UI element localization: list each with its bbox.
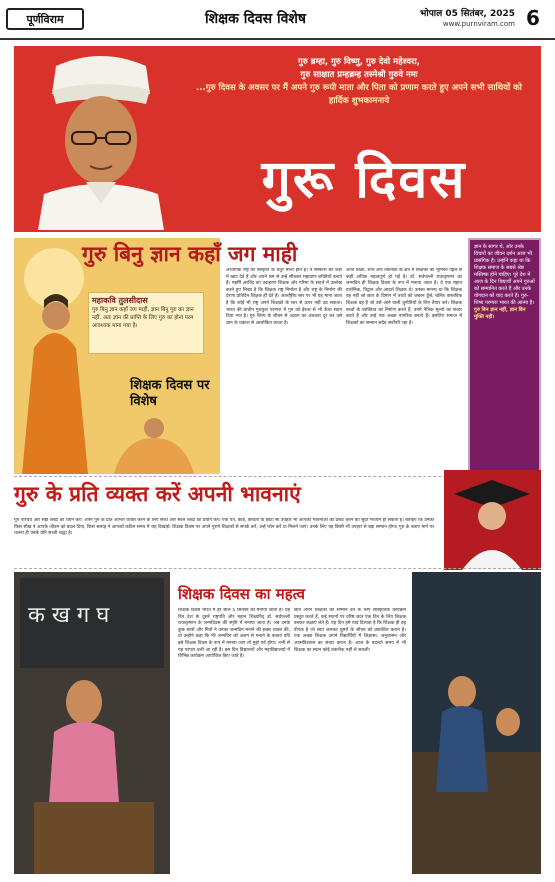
quote-text: गुरु बिनु ज्ञान कहाँ जग माही, ज्ञान बिनु गुरु का ज्ञान नहीं. अतः ज्ञान की प्राप्ति के लिए गुरु का होना परम आवश्यक माना गया है। — [92, 307, 194, 329]
section-divider-2 — [14, 568, 541, 569]
lab-photo — [412, 572, 541, 874]
mahatva-column-1: शिक्षक दिवस भारत में हर साल 5 सितंबर को मनाया जाता है। यह दिन देश के दूसरे राष्ट्रपति और महान शिक्षाविद् डॉ. सर्वपल्ली राधाकृष्णन के जन्मदिवस की स्मृति में मनाया जाता है। जब उनके कुछ छात्रों और मित्रों ने उनका जन्मदिन मनाने की इच्छा व्यक्त की, तो उन्होंने कहा कि मेरे जन्मदिन को अलग से मनाने के बजाय यदि इसे शिक्षक दिवस के रूप में मनाया जाए तो मुझे गर्व होगा। तभी से यह परंपरा चली आ रही है। इस दिन विद्यालयों और महाविद्यालयों में विभिन्न कार्यक्रम आयोजित किए जाते हैं। — [178, 608, 290, 660]
tulsidas-quote-box — [88, 292, 204, 354]
quote-line-3: ...गुरु दिवस के अवसर पर मैं अपने गुरु रूपी माता और पिता को प्रणाम करते हुए अपने सभी साथियों को — [196, 83, 522, 93]
guru-bin-section — [14, 238, 541, 474]
special-label: शिक्षक दिवस पर विशेष — [130, 378, 210, 409]
guru-shishya-illustration — [14, 238, 220, 474]
monk-illustration — [14, 238, 220, 474]
classroom-illustration — [14, 572, 170, 874]
quote-author: महाकवि तुलसीदास — [92, 296, 148, 305]
issue-date: भोपाल 05 सितंबर, 2025 — [420, 9, 515, 19]
classroom-photo — [14, 572, 170, 874]
hero-banner — [14, 46, 541, 232]
page-number: 6 — [526, 6, 540, 30]
graduate-photo — [444, 470, 541, 570]
bhavnaein-title: गुरु के प्रति व्यक्त करें अपनी भावनाएं — [14, 481, 301, 506]
masthead — [0, 0, 555, 40]
lab-illustration — [412, 572, 541, 874]
bhavnaein-text: गुरु परिचय और सही शब्दों का चयन करें। अपने गुरु के प्रति आभार व्यक्त करने के लिए सच्चे और सरल शब्दों का प्रयोग करें। एक पत्र, कार्ड, कविता या छोटा सा उपहार भी आपकी भावनाओं को प्रकट करने का सुंदर माध्यम हो सकता है। बताइए कि उनकी किस सीख ने आपके जीवन को बदल दिया, किस सलाह ने आपको कठिन समय में राह दिखाई। शिक्षक दिवस पर अपने पुराने शिक्षकों से संपर्क करें, उन्हें फोन करें या मिलने जाएं। उनके लिए यह किसी भी उपहार से बड़ा सम्मान होगा। गुरु के बताए मार्ग पर चलना ही उनके प्रति सच्ची श्रद्धा है। — [14, 518, 434, 537]
graduate-illustration — [444, 470, 541, 570]
sidebar-highlight: गुरु बिन ज्ञान नहीं, ज्ञान बिन मुक्ति नहीं। — [474, 307, 526, 320]
quote-line-1: गुरु ब्रम्हा, गुरु विष्णु, गुरु देवो महेश्वरा, — [297, 57, 421, 67]
section-title: शिक्षक दिवस विशेष — [205, 11, 307, 27]
sidebar-text: ज्ञान के सागर थे, ओर उनके विचारों का जीवन दर्शन आज भी प्रासंगिक है। उन्होंने कहा था कि शिक्षक समाज के सबसे श्रेष्ठ मस्तिष्क होने चाहिए। पूरे देश में आज के दिन विद्यार्थी अपने गुरुओं को सम्मानित करते हैं और उनके योगदान को याद करते हैं। गुरु-शिष्य परम्परा भारत की आत्मा है। — [474, 244, 535, 306]
mahatva-title: शिक्षक दिवस का महत्व — [178, 585, 306, 603]
mahatva-column-2: छात्र अपने शिक्षकों को सम्मान देने के लिए सांस्कृतिक कार्यक्रम प्रस्तुत करते हैं, कई स्थानों पर वरिष्ठ छात्र एक दिन के लिए शिक्षक बनकर कक्षाएं लेते हैं। यह दिन हमें याद दिलाता है कि शिक्षक ही वह दीपक है जो स्वयं जलकर दूसरों के जीवन को प्रकाशित करता है। एक अच्छा शिक्षक अपने विद्यार्थियों में जिज्ञासा, अनुशासन और आत्मविश्वास का संचार करता है। आज के बदलते समय में भी शिक्षक का स्थान कोई तकनीक नहीं ले सकती। — [294, 608, 406, 653]
sidebar-box — [468, 238, 541, 474]
sanskrit-quote — [184, 56, 534, 108]
radhakrishnan-portrait — [38, 54, 164, 230]
quote-line-4: हार्दिक शुभकामनाये — [328, 96, 390, 106]
guru-bin-title: गुरु बिनु ज्ञान कहाँ जग माही — [82, 241, 298, 266]
brand-logo: पूर्णविराम — [6, 8, 84, 30]
article-column-2: आज शिक्षा, शोध और तकनीक के क्षेत्र में शिक्षकों की भूमिका पहले से कहीं अधिक महत्वपूर्ण हो गई है। डॉ. सर्वपल्ली राधाकृष्णन का जन्मदिन ही शिक्षक दिवस के रूप में मनाया जाता है। वे एक महान दार्शनिक, विद्वान और आदर्श शिक्षक थे। उनका मानना था कि शिक्षक वह नहीं जो छात्र के दिमाग में तथ्यों को जबरन ठूँसे, बल्कि वास्तविक शिक्षक वह है जो उसे आने वाली चुनौतियों के लिए तैयार करे। शिक्षक बच्चों के व्यक्तित्व का निर्माण करते हैं, उनमें नैतिक मूल्यों का संचार करते हैं और उन्हें एक अच्छा नागरिक बनाते हैं। इसलिए समाज में शिक्षकों का सम्मान सदैव सर्वोपरि रहा है। — [346, 268, 462, 326]
hero-title: गुरू दिवस — [261, 149, 467, 210]
blackboard-letters: क ख ग घ — [28, 603, 110, 628]
website-url[interactable]: www.purnviram.com — [442, 20, 515, 28]
quote-line-2: गुरु साक्षात प्रम्हब्रम्ह तस्मेश्री गुरुवे नमः — [300, 70, 418, 80]
article-column-1: अध्यापक राष्ट्र की संस्कृति के चतुर माली होते हैं। वे संस्कारों की जड़ों में खाद देते हैं और अपने श्रम से उन्हें सींचकर महाप्राण शक्तियाँ बनाते हैं। महर्षि अरविंद का उदाहरण शिक्षक और गरिमा के संदर्भ में उल्लेख करते हुए लिखा है कि शिक्षक राष्ट्र निर्माता है और राष्ट्र के निर्माण की प्रेरणा प्रतिदिन शिक्षक ही देते हैं। अंतर्राष्ट्रीय स्तर पर भी यह माना जाता है कि कोई भी राष्ट्र अपने शिक्षकों के स्तर से ऊपर नहीं उठ सकता। भारत की प्राचीन गुरुकुल परम्परा में गुरु को ईश्वर से भी ऊँचा स्थान दिया गया है। गुरु शिष्य के जीवन से अज्ञान का अंधकार दूर कर उसे ज्ञान के प्रकाश से आलोकित करता है। — [226, 268, 342, 326]
